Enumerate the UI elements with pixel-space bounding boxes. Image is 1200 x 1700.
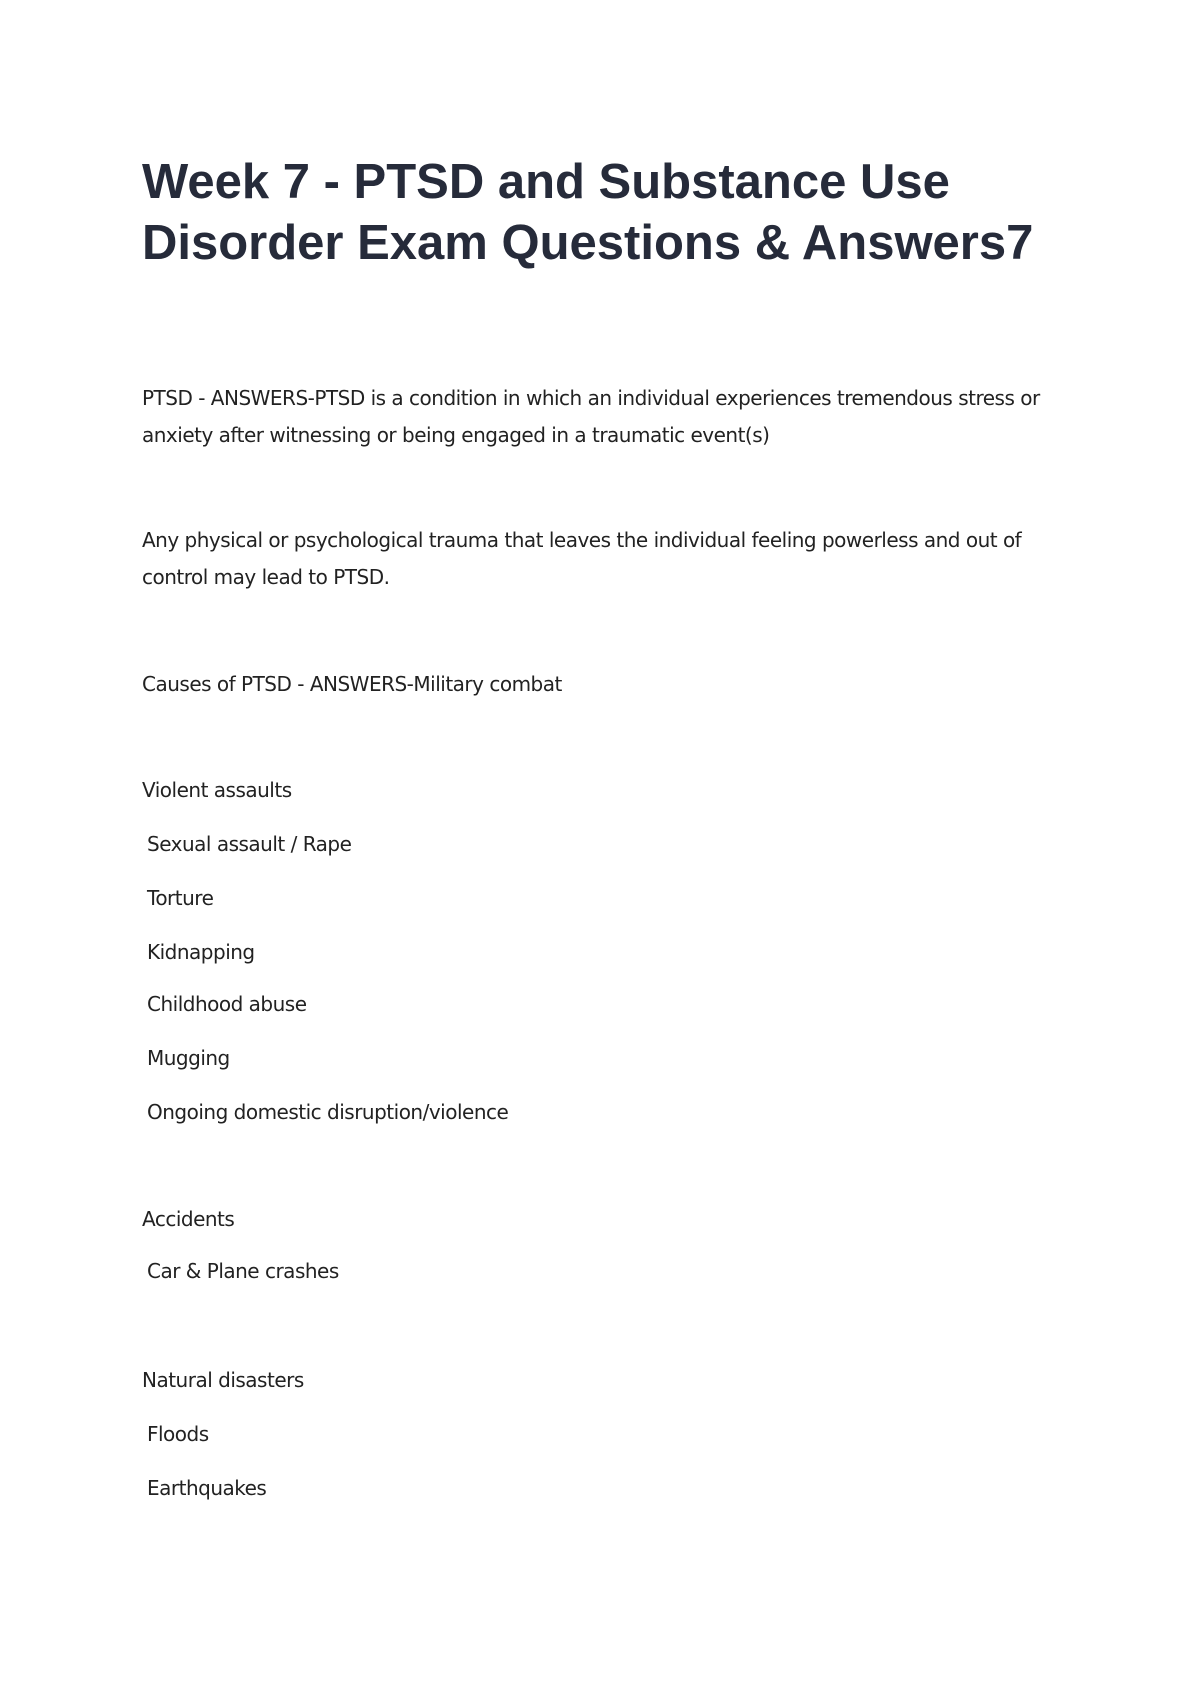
list-item: Earthquakes — [147, 1476, 267, 1500]
list-item: Torture — [147, 886, 214, 910]
list-item: Car & Plane crashes — [147, 1259, 339, 1283]
document-title: Week 7 - PTSD and Substance Use Disorder Exam Questions & Answers7 — [142, 155, 1034, 270]
violent-assaults-heading: Violent assaults — [142, 778, 292, 802]
causes-of-ptsd-line: Causes of PTSD - ANSWERS-Military combat — [142, 672, 562, 696]
natural-disasters-heading: Natural disasters — [142, 1368, 304, 1392]
ptsd-trauma-paragraph: Any physical or psychological trauma that leaves the individual feeling powerless and out of control may lead to PTSD. — [142, 528, 1022, 589]
list-item: Childhood abuse — [147, 992, 307, 1016]
list-item: Mugging — [147, 1046, 230, 1070]
list-item: Sexual assault / Rape — [147, 832, 352, 856]
list-item: Ongoing domestic disruption/violence — [147, 1100, 509, 1124]
ptsd-definition-paragraph: PTSD - ANSWERS-PTSD is a condition in which an individual experiences tremendous stress or anxiety after witnessing or being engaged in a traumatic event(s) — [142, 386, 1040, 447]
list-item: Kidnapping — [147, 940, 255, 964]
list-item: Floods — [147, 1422, 209, 1446]
accidents-heading: Accidents — [142, 1207, 235, 1231]
